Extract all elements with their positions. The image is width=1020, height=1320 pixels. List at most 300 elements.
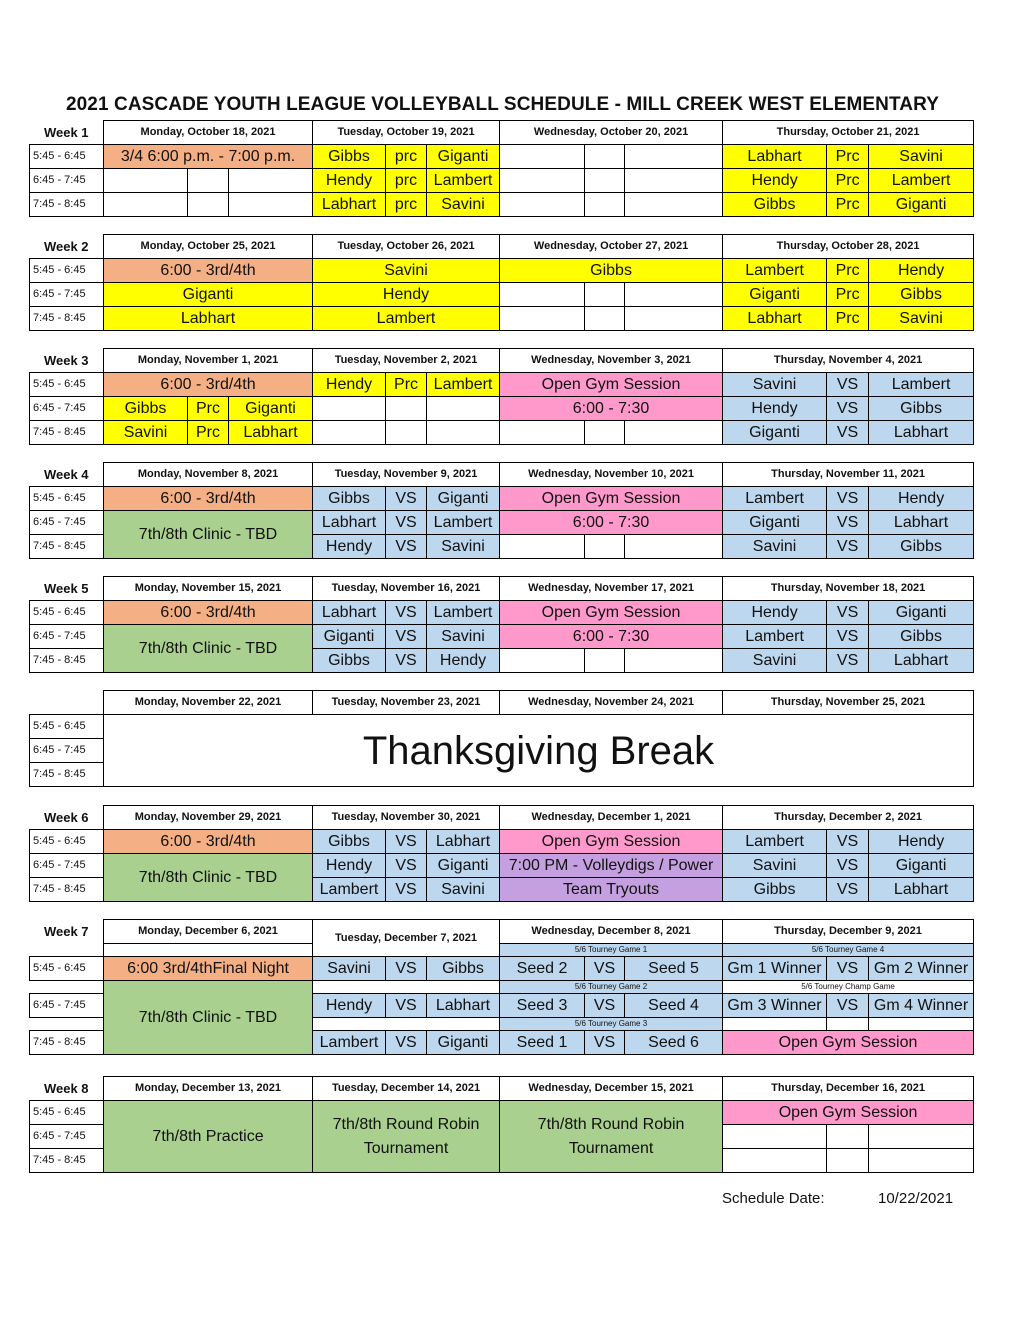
versus-cell: VS xyxy=(386,625,427,649)
match-type-cell: Prc xyxy=(188,421,229,445)
schedule-cell: Giganti xyxy=(104,283,313,307)
week-8-schedule xyxy=(29,1076,973,1173)
day-header-wednesday: Wednesday, December 15, 2021 xyxy=(500,1077,723,1101)
team-cell: Gibbs xyxy=(869,397,974,421)
versus-cell: VS xyxy=(827,625,869,649)
empty-cell xyxy=(625,283,723,307)
time-slot: 7:45 - 8:45 xyxy=(30,1149,104,1173)
time-slot: 5:45 - 6:45 xyxy=(30,487,104,511)
empty-cell xyxy=(188,193,229,217)
team-cell: Hendy xyxy=(723,397,827,421)
versus-cell: VS xyxy=(827,994,869,1018)
team-cell: Labhart xyxy=(869,649,974,673)
day-header-wednesday: Wednesday, October 27, 2021 xyxy=(500,235,723,259)
match-type-cell: Prc xyxy=(827,193,869,217)
empty-cell xyxy=(104,944,313,957)
seed-cell: Seed 3 xyxy=(500,994,585,1018)
tourney-label: 5/6 Tourney Game 2 xyxy=(500,981,723,994)
match-type-cell: prc xyxy=(386,193,427,217)
team-cell: Giganti xyxy=(869,854,974,878)
team-cell: Gibbs xyxy=(313,145,386,169)
round-robin-cell xyxy=(313,1101,500,1173)
final-night-cell: 6:00 3rd/4thFinal Night xyxy=(104,957,313,981)
versus-cell: VS xyxy=(386,601,427,625)
empty-cell xyxy=(229,193,313,217)
day-header-wednesday: Wednesday, November 17, 2021 xyxy=(500,577,723,601)
match-type-cell: Prc xyxy=(827,145,869,169)
seed-cell: Seed 1 xyxy=(500,1031,585,1055)
match-type-cell: Prc xyxy=(827,307,869,331)
empty-cell xyxy=(625,535,723,559)
versus-cell: VS xyxy=(827,511,869,535)
week-label: Week 1 xyxy=(43,124,89,140)
round-robin-cell xyxy=(500,1101,723,1173)
day-header-thursday: Thursday, October 28, 2021 xyxy=(723,235,974,259)
schedule-date-label: Schedule Date: xyxy=(722,1190,825,1207)
empty-cell xyxy=(585,649,625,673)
time-slot: 5:45 - 6:45 xyxy=(30,1101,104,1125)
open-gym-time-cell: 6:00 - 7:30 xyxy=(500,511,723,535)
empty-cell xyxy=(585,169,625,193)
schedule-date-footer xyxy=(722,1190,953,1207)
week-4-table xyxy=(29,462,974,559)
team-cell: Savini xyxy=(869,145,974,169)
versus-cell: VS xyxy=(386,878,427,902)
versus-cell: VS xyxy=(827,854,869,878)
day-header-monday: Monday, November 22, 2021 xyxy=(104,691,313,715)
open-gym-cell: Open Gym Session xyxy=(500,373,723,397)
team-cell: Giganti xyxy=(723,421,827,445)
versus-cell: VS xyxy=(827,878,869,902)
team-cell: Gibbs xyxy=(869,625,974,649)
team-cell: Savini xyxy=(427,535,500,559)
team-cell: Savini xyxy=(427,193,500,217)
team-cell: Gibbs xyxy=(723,193,827,217)
day-header-tuesday: Tuesday, November 30, 2021 xyxy=(313,806,500,830)
seed-cell: Seed 4 xyxy=(625,994,723,1018)
day-header-tuesday: Tuesday, November 9, 2021 xyxy=(313,463,500,487)
time-slot: 6:45 - 7:45 xyxy=(30,854,104,878)
round-robin-line-1: 7th/8th Round Robin xyxy=(537,1115,685,1133)
winner-cell: Gm 2 Winner xyxy=(869,957,974,981)
versus-cell: VS xyxy=(827,487,869,511)
schedule-cell: Hendy xyxy=(313,283,500,307)
match-type-cell: Prc xyxy=(386,373,427,397)
time-slot: 5:45 - 6:45 xyxy=(30,373,104,397)
day-header-thursday: Thursday, November 25, 2021 xyxy=(723,691,974,715)
team-cell: Gibbs xyxy=(313,649,386,673)
seed-cell: Seed 5 xyxy=(625,957,723,981)
day-header-wednesday: Wednesday, November 24, 2021 xyxy=(500,691,723,715)
empty-cell xyxy=(585,421,625,445)
time-slot: 5:45 - 6:45 xyxy=(30,145,104,169)
time-slot: 5:45 - 6:45 xyxy=(30,601,104,625)
match-type-cell: Prc xyxy=(827,283,869,307)
day-header-tuesday: Tuesday, November 16, 2021 xyxy=(313,577,500,601)
empty-cell xyxy=(827,1018,869,1031)
team-cell: Savini xyxy=(723,854,827,878)
open-gym-cell: Open Gym Session xyxy=(500,830,723,854)
empty-cell xyxy=(585,193,625,217)
versus-cell: VS xyxy=(827,421,869,445)
team-cell: Gibbs xyxy=(427,957,500,981)
versus-cell: VS xyxy=(585,1031,625,1055)
versus-cell: VS xyxy=(386,487,427,511)
team-cell: Lambert xyxy=(313,878,386,902)
day-header-monday: Monday, November 15, 2021 xyxy=(104,577,313,601)
time-slot: 5:45 - 6:45 xyxy=(30,259,104,283)
team-cell: Lambert xyxy=(869,169,974,193)
day-header-thursday: Thursday, October 21, 2021 xyxy=(723,121,974,145)
time-slot: 6:45 - 7:45 xyxy=(30,994,104,1018)
week-label: Week 5 xyxy=(43,580,89,596)
day-header-tuesday: Tuesday, November 23, 2021 xyxy=(313,691,500,715)
empty-cell xyxy=(625,421,723,445)
empty-cell xyxy=(500,145,585,169)
week-6-schedule xyxy=(29,805,973,902)
team-cell: Giganti xyxy=(229,397,313,421)
team-cell: Hendy xyxy=(723,169,827,193)
team-cell: Lambert xyxy=(427,373,500,397)
schedule-cell: 6:00 - 3rd/4th xyxy=(104,259,313,283)
empty-cell xyxy=(500,169,585,193)
schedule-cell: Labhart xyxy=(104,307,313,331)
empty-cell xyxy=(313,397,386,421)
week-5-table xyxy=(29,576,974,673)
empty-cell xyxy=(104,193,188,217)
round-robin-line-2: Tournament xyxy=(568,1139,654,1157)
spacer-cell xyxy=(30,981,104,994)
team-cell: Gibbs xyxy=(869,535,974,559)
empty-cell xyxy=(500,283,585,307)
round-robin-line-1: 7th/8th Round Robin xyxy=(332,1115,480,1133)
day-header-tuesday: Tuesday, December 7, 2021 xyxy=(313,920,500,957)
day-header-tuesday: Tuesday, October 26, 2021 xyxy=(313,235,500,259)
day-header-thursday: Thursday, December 2, 2021 xyxy=(723,806,974,830)
team-cell: Giganti xyxy=(427,854,500,878)
winner-cell: Gm 1 Winner xyxy=(723,957,827,981)
week-label: Week 6 xyxy=(43,809,89,825)
clinic-cell: 7th/8th Clinic - TBD xyxy=(104,854,313,902)
day-header-monday: Monday, October 25, 2021 xyxy=(104,235,313,259)
empty-cell xyxy=(869,1149,974,1173)
versus-cell: VS xyxy=(585,957,625,981)
versus-cell: VS xyxy=(585,994,625,1018)
team-cell: Savini xyxy=(104,421,188,445)
team-cell: Giganti xyxy=(427,1031,500,1055)
tourney-label: 5/6 Tourney Game 1 xyxy=(500,944,723,957)
day-header-tuesday: Tuesday, November 2, 2021 xyxy=(313,349,500,373)
team-cell: Labhart xyxy=(723,307,827,331)
thanksgiving-week-schedule xyxy=(29,690,973,787)
practice-cell: 7th/8th Practice xyxy=(104,1101,313,1173)
versus-cell: VS xyxy=(386,830,427,854)
empty-cell xyxy=(625,193,723,217)
empty-cell xyxy=(500,649,585,673)
team-cell: Savini xyxy=(869,307,974,331)
versus-cell: VS xyxy=(386,1031,427,1055)
team-cell: Labhart xyxy=(869,511,974,535)
day-header-monday: Monday, November 29, 2021 xyxy=(104,806,313,830)
empty-cell xyxy=(427,421,500,445)
empty-cell xyxy=(625,145,723,169)
clinic-cell: 7th/8th Clinic - TBD xyxy=(104,981,313,1055)
open-gym-time-cell: 6:00 - 7:30 xyxy=(500,625,723,649)
tourney-label: 5/6 Tourney Game 4 xyxy=(723,944,974,957)
day-header-monday: Monday, November 8, 2021 xyxy=(104,463,313,487)
time-slot: 7:45 - 8:45 xyxy=(30,763,104,787)
time-slot: 5:45 - 6:45 xyxy=(30,830,104,854)
team-cell: Gibbs xyxy=(869,283,974,307)
match-type-cell: prc xyxy=(386,145,427,169)
day-header-monday: Monday, October 18, 2021 xyxy=(104,121,313,145)
team-cell: Lambert xyxy=(427,601,500,625)
empty-cell xyxy=(585,307,625,331)
empty-cell xyxy=(500,535,585,559)
versus-cell: VS xyxy=(827,649,869,673)
week-7-table xyxy=(29,919,974,1055)
day-header-wednesday: Wednesday, October 20, 2021 xyxy=(500,121,723,145)
empty-cell xyxy=(585,283,625,307)
schedule-cell: 6:00 - 3rd/4th xyxy=(104,487,313,511)
round-robin-line-2: Tournament xyxy=(363,1139,449,1157)
team-cell: Giganti xyxy=(723,283,827,307)
team-cell: Lambert xyxy=(723,625,827,649)
team-cell: Hendy xyxy=(313,373,386,397)
team-cell: Savini xyxy=(723,373,827,397)
empty-cell xyxy=(723,1125,827,1149)
empty-cell xyxy=(188,169,229,193)
empty-cell xyxy=(500,307,585,331)
spacer-cell xyxy=(30,944,104,957)
team-cell: Labhart xyxy=(313,601,386,625)
empty-cell xyxy=(723,1018,827,1031)
empty-cell xyxy=(313,421,386,445)
versus-cell: VS xyxy=(386,649,427,673)
team-cell: Hendy xyxy=(313,169,386,193)
match-type-cell: Prc xyxy=(188,397,229,421)
empty-cell xyxy=(625,169,723,193)
schedule-cell: Gibbs xyxy=(500,259,723,283)
thanksgiving-break-cell: Thanksgiving Break xyxy=(104,715,974,787)
open-gym-cell: Open Gym Session xyxy=(723,1031,974,1055)
week-3-schedule xyxy=(29,348,973,445)
empty-cell xyxy=(500,421,585,445)
day-header-wednesday: Wednesday, November 10, 2021 xyxy=(500,463,723,487)
team-cell: Hendy xyxy=(313,994,386,1018)
tourney-label: 5/6 Tourney Game 3 xyxy=(500,1018,723,1031)
team-cell: Labhart xyxy=(427,994,500,1018)
schedule-cell: 6:00 - 3rd/4th xyxy=(104,830,313,854)
team-cell: Giganti xyxy=(723,511,827,535)
clinic-cell: 7th/8th Clinic - TBD xyxy=(104,511,313,559)
team-cell: Hendy xyxy=(869,487,974,511)
team-cell: Lambert xyxy=(723,830,827,854)
versus-cell: VS xyxy=(827,373,869,397)
week-5-schedule xyxy=(29,576,973,673)
match-type-cell: Prc xyxy=(827,169,869,193)
team-cell: Giganti xyxy=(869,193,974,217)
versus-cell: VS xyxy=(386,535,427,559)
empty-cell xyxy=(625,307,723,331)
empty-cell xyxy=(869,1125,974,1149)
empty-cell xyxy=(869,1018,974,1031)
team-cell: Lambert xyxy=(313,1031,386,1055)
time-slot: 6:45 - 7:45 xyxy=(30,283,104,307)
week-label: Week 2 xyxy=(43,238,89,254)
time-slot: 7:45 - 8:45 xyxy=(30,1031,104,1055)
day-header-thursday: Thursday, November 18, 2021 xyxy=(723,577,974,601)
time-slot: 6:45 - 7:45 xyxy=(30,511,104,535)
team-cell: Savini xyxy=(427,878,500,902)
team-cell: Hendy xyxy=(869,830,974,854)
team-cell: Giganti xyxy=(427,145,500,169)
schedule-cell: 3/4 6:00 p.m. - 7:00 p.m. xyxy=(104,145,313,169)
tourney-label: 5/6 Tourney Champ Game xyxy=(723,981,974,994)
week-label: Week 7 xyxy=(43,924,89,939)
schedule-cell: 6:00 - 3rd/4th xyxy=(104,601,313,625)
time-slot: 7:45 - 8:45 xyxy=(30,878,104,902)
match-type-cell: prc xyxy=(386,169,427,193)
week-1-table xyxy=(29,120,974,217)
schedule-cell: 6:00 - 3rd/4th xyxy=(104,373,313,397)
versus-cell: VS xyxy=(386,854,427,878)
week-2-schedule xyxy=(29,234,973,331)
empty-cell xyxy=(104,169,188,193)
time-slot: 7:45 - 8:45 xyxy=(30,193,104,217)
versus-cell: VS xyxy=(827,601,869,625)
empty-cell xyxy=(625,649,723,673)
empty-cell xyxy=(229,169,313,193)
team-cell: Lambert xyxy=(427,169,500,193)
team-cell: Giganti xyxy=(869,601,974,625)
empty-cell xyxy=(313,1018,500,1031)
match-type-cell: Prc xyxy=(827,259,869,283)
week-label: Week 3 xyxy=(43,352,89,368)
week-8-table xyxy=(29,1076,974,1173)
team-cell: Gibbs xyxy=(104,397,188,421)
versus-cell: VS xyxy=(386,994,427,1018)
day-header-thursday: Thursday, December 16, 2021 xyxy=(723,1077,974,1101)
week-label: Week 8 xyxy=(43,1080,89,1096)
time-slot: 7:45 - 8:45 xyxy=(30,649,104,673)
clinic-cell: 7th/8th Clinic - TBD xyxy=(104,625,313,673)
versus-cell: VS xyxy=(827,397,869,421)
team-cell: Savini xyxy=(723,649,827,673)
versus-cell: VS xyxy=(386,511,427,535)
time-slot: 5:45 - 6:45 xyxy=(30,957,104,981)
versus-cell: VS xyxy=(827,957,869,981)
empty-cell xyxy=(427,397,500,421)
team-cell: Hendy xyxy=(313,854,386,878)
team-cell: Hendy xyxy=(723,601,827,625)
spacer-cell xyxy=(30,1018,104,1031)
time-slot: 6:45 - 7:45 xyxy=(30,1125,104,1149)
winner-cell: Gm 3 Winner xyxy=(723,994,827,1018)
schedule-cell: Savini xyxy=(313,259,500,283)
empty-cell xyxy=(313,981,500,994)
team-cell: Gibbs xyxy=(313,487,386,511)
team-cell: Savini xyxy=(427,625,500,649)
week-label: Week 4 xyxy=(43,466,89,482)
seed-cell: Seed 6 xyxy=(625,1031,723,1055)
day-header-tuesday: Tuesday, December 14, 2021 xyxy=(313,1077,500,1101)
versus-cell: VS xyxy=(827,830,869,854)
page-title: 2021 CASCADE YOUTH LEAGUE VOLLEYBALL SCHEDULE - MILL CREEK WEST ELEMENTARY xyxy=(65,94,940,115)
open-gym-time-cell: 6:00 - 7:30 xyxy=(500,397,723,421)
team-cell: Giganti xyxy=(427,487,500,511)
week-1-schedule xyxy=(29,120,973,217)
week-2-table xyxy=(29,234,974,331)
team-cell: Hendy xyxy=(427,649,500,673)
seed-cell: Seed 2 xyxy=(500,957,585,981)
volleydigs-cell: 7:00 PM - Volleydigs / Power xyxy=(500,854,723,878)
team-cell: Lambert xyxy=(427,511,500,535)
time-slot: 7:45 - 8:45 xyxy=(30,421,104,445)
empty-cell xyxy=(827,1149,869,1173)
team-cell: Gibbs xyxy=(313,830,386,854)
day-header-tuesday: Tuesday, October 19, 2021 xyxy=(313,121,500,145)
versus-cell: VS xyxy=(827,535,869,559)
day-header-monday: Monday, November 1, 2021 xyxy=(104,349,313,373)
day-header-monday: Monday, December 6, 2021 xyxy=(104,920,313,944)
versus-cell: VS xyxy=(386,957,427,981)
empty-cell xyxy=(585,535,625,559)
team-cell: Lambert xyxy=(869,373,974,397)
team-cell: Lambert xyxy=(723,487,827,511)
week-4-schedule xyxy=(29,462,973,559)
week-7-schedule xyxy=(29,919,973,1055)
week-label xyxy=(30,691,104,715)
team-cell: Hendy xyxy=(313,535,386,559)
time-slot: 5:45 - 6:45 xyxy=(30,715,104,739)
day-header-thursday: Thursday, November 11, 2021 xyxy=(723,463,974,487)
team-cell: Lambert xyxy=(723,259,827,283)
schedule-cell: Lambert xyxy=(313,307,500,331)
thanksgiving-week-table xyxy=(29,690,974,787)
empty-cell xyxy=(723,1149,827,1173)
team-cell: Labhart xyxy=(869,421,974,445)
day-header-thursday: Thursday, November 4, 2021 xyxy=(723,349,974,373)
day-header-wednesday: Wednesday, December 8, 2021 xyxy=(500,920,723,944)
team-cell: Savini xyxy=(723,535,827,559)
time-slot: 6:45 - 7:45 xyxy=(30,739,104,763)
empty-cell xyxy=(386,397,427,421)
day-header-monday: Monday, December 13, 2021 xyxy=(104,1077,313,1101)
time-slot: 7:45 - 8:45 xyxy=(30,535,104,559)
week-6-table xyxy=(29,805,974,902)
open-gym-cell: Open Gym Session xyxy=(500,601,723,625)
team-cell: Labhart xyxy=(869,878,974,902)
empty-cell xyxy=(827,1125,869,1149)
open-gym-cell: Open Gym Session xyxy=(500,487,723,511)
day-header-wednesday: Wednesday, November 3, 2021 xyxy=(500,349,723,373)
team-cell: Labhart xyxy=(427,830,500,854)
team-cell: Labhart xyxy=(313,511,386,535)
empty-cell xyxy=(500,193,585,217)
day-header-wednesday: Wednesday, December 1, 2021 xyxy=(500,806,723,830)
team-cell: Labhart xyxy=(229,421,313,445)
time-slot: 6:45 - 7:45 xyxy=(30,397,104,421)
team-cell: Labhart xyxy=(723,145,827,169)
tryouts-cell: Team Tryouts xyxy=(500,878,723,902)
winner-cell: Gm 4 Winner xyxy=(869,994,974,1018)
team-cell: Hendy xyxy=(869,259,974,283)
day-header-thursday: Thursday, December 9, 2021 xyxy=(723,920,974,944)
week-3-table xyxy=(29,348,974,445)
time-slot: 6:45 - 7:45 xyxy=(30,169,104,193)
team-cell: Giganti xyxy=(313,625,386,649)
